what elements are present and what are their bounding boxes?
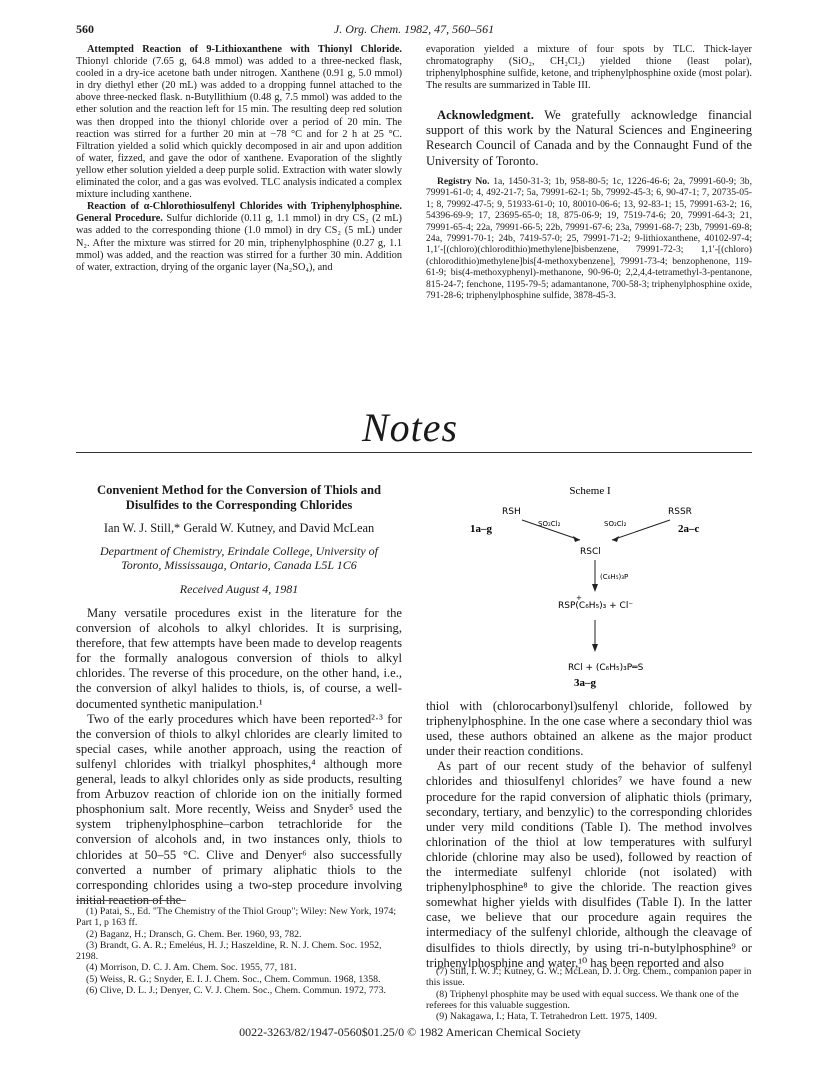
- article-title: Convenient Method for the Conversion of Thiols and Disulfides to the Corresponding Chlorides: [97, 483, 381, 512]
- arrowhead: [592, 644, 598, 652]
- scheme-products: RCl + (C₆H₅)₃P═S: [568, 663, 644, 673]
- scheme-thiol-label: 1a–g: [470, 523, 492, 535]
- paragraph-continuation: evaporation yielded a mixture of four spots by TLC. Thick-layer chromatography (SiO₂, CH₂Cl₂) yielded thione (least polar), triphenylphosphine sulfide, ketone, and triphenylphosphine oxide (most polar). The results are summarized in Table III.: [426, 44, 753, 92]
- scheme-rsh: RSH: [502, 507, 521, 517]
- page-footer: 0022-3263/82/1947-0560$01.25/0 © 1982 American Chemical Society: [239, 1025, 581, 1039]
- article-affiliation: Department of Chemistry, Erindale College, University of Toronto, Mississauga, Ontario, Canada L5L 1C6: [100, 544, 378, 572]
- page-number: 560: [76, 22, 94, 36]
- arrowhead: [592, 584, 598, 592]
- paragraph-lithioxanthene: [76, 44, 402, 201]
- intro-paragraph: Two of the early procedures which have been reported²·³ for the conversion of thiols to alkyl chlorides are clearly limited to special cases, while another approach, using the reaction of sulfenyl chlorides with trialkyl phosphites,⁴ although more general, leads to alkyl chlorides only as side products, resulting from Arbuzov reaction of chloride ion on the initially formed phosphonium salt. More recently, Weiss and Snyder⁵ used the system triphenylphosphine–carbon tetrachloride for the conversion of alcohols and, in two instances only, thiols to chlorides at 50–55 °C. Clive and Denyer⁶ also successfully converted a number of primary aliphatic thiols to the corresponding chlorides using a two-step procedure involving initial reaction of the: [76, 711, 402, 907]
- section-divider: [76, 452, 752, 453]
- scheme-product-label: 3a–g: [574, 677, 596, 689]
- footnote: (8) Triphenyl phosphite may be used with equal success. We thank one of the referees for this valuable suggestion.: [426, 988, 739, 1011]
- scheme-rssr: RSSR: [668, 507, 692, 517]
- footnote: (4) Morrison, D. C. J. Am. Chem. Soc. 1955, 77, 181.: [86, 962, 297, 974]
- article-right-column: [426, 699, 752, 971]
- acknowledgment-text: We gratefully acknowledge financial support of this work by the Natural Sciences and Engineering Research Council of Canada and by the Connaught Fund of the University of Toronto.: [426, 108, 752, 168]
- acknowledgment-lead: Acknowledgment.: [437, 108, 534, 122]
- body-paragraph: thiol with (chlorocarbonyl)sulfenyl chloride, followed by triphenylphosphine. In the one case where a secondary thiol was used, these authors obtained an alkene as the major product under their reaction conditions.: [426, 699, 752, 759]
- arrowhead: [573, 536, 580, 542]
- section-title: Notes: [361, 405, 459, 450]
- running-header: [76, 22, 752, 38]
- paragraph-general-procedure: [76, 201, 402, 274]
- footnote: (2) Baganz, H.; Dransch, G. Chem. Ber. 1960, 93, 782.: [86, 928, 302, 940]
- intro-paragraph: Many versatile procedures exist in the literature for the conversion of alcohols to alkyl chlorides. It is surprising, therefore, that few attempts have been made to develop reagents for the formally analogous conversion of thiols to alkyl chlorides. The reverse of this procedure, on the other hand, i.e., the conversion of alkyl halides to thiols, is, of course, a well-documented synthetic manipulation.¹: [76, 606, 402, 711]
- positive-charge: +: [576, 594, 582, 602]
- footnote: (3) Brandt, G. A. R.; Emeléus, H. J.; Haszeldine, R. N. J. Chem. Soc. 1952, 2198.: [76, 939, 382, 963]
- registry-lead: Registry No.: [437, 176, 490, 187]
- received-date: Received August 4, 1981: [179, 582, 299, 596]
- arrowhead: [612, 536, 619, 542]
- left-top-column: [76, 44, 402, 274]
- footnote: (1) Patai, S., Ed. "The Chemistry of the Thiol Group"; Wiley: New York, 1974; Part 1, p 163 ff.: [76, 906, 397, 929]
- paragraph-lead: Reaction of α-Chlorothiosulfenyl Chlorides with Triphenylphosphine. General Procedure.: [76, 201, 402, 225]
- footnotes-right: [426, 966, 752, 1022]
- reagent-so2cl2: SO₂Cl₂: [604, 520, 627, 528]
- paragraph-text: Thionyl chloride (7.65 g, 64.8 mmol) was added to a three-necked flask, cooled in a dry-ice acetone bath under nitrogen. Xanthene (0.91 g, 5.0 mmol) in dry diethyl ether (20 mL) was added to a dropping funnel attached to the above three-necked flask. n-Butyllithium (0.48 g, 7.5 mmol) was added to the ether solution and the reaction left for 15 min. The resulting deep red solution was then dropped into the thionyl chloride over a period of 20 min. The reaction was stirred for a further 20 min at −78 °C and for 2 h at 25 °C. Filtration yielded a solid which quickly decomposed in air and upon addition of water, fizzed, and gave the odor of xanthene. Evaporation of the slightly yellow ether solution yielded a deep purple solid. Extraction with water slowly eliminated the color, and a gas was evolved. TLC analysis indicated a complex mixture including xanthene.: [76, 56, 402, 201]
- paragraph-lead: Attempted Reaction of 9-Lithioxanthene with Thionyl Chloride.: [87, 44, 402, 55]
- right-top-column: [426, 44, 752, 92]
- registry-text: 1a, 1450-31-3; 1b, 958-80-5; 1c, 1226-46-6; 2a, 79991-60-9; 3b, 79991-61-0; 4, 492-21-7; 5a, 79991-62-1; 5b, 79992-45-3; 6, 90-47-1; 7, 20735-05-1; 8, 79992-47-5; 9, 51933-61-0; 10, 80010-06-6; 13, 92-83-1; 15, 79991-63-2; 16, 54396-69-9; 17, 23695-65-0; 18, 875-06-9; 19, 7519-74-6; 20, 79991-64-3; 21, 79991-65-4; 22a, 79991-66-5; 22b, 79991-67-6; 23a, 79991-68-7; 23b, 79991-69-8; 24a, 79991-70-1; 24b, 7419-57-0; 25, 79991-71-2; 9-lithioxanthene, 40102-97-4; 1,1′-[(chloro)(chlorodithio)methylene]bisbenzene, 79991-72-3; 1,1′-[(chloro)(chlorodithio)methylene]bis[4-methoxybenzene], 79991-73-4; benzophenone, 119-61-9; bis(4-methoxyphenyl)-methanone, 90-96-0; 2,2,4,4-tetramethyl-3-pentanone, 815-24-7; fenchone, 1195-79-5; adamantanone, 700-58-3; triphenylphosphine oxide, 791-28-6; triphenylphosphine sulfide, 3878-45-3.: [426, 176, 753, 302]
- phosphonium-salt: RSP(C₆H₅)₃ + Cl⁻: [558, 601, 634, 611]
- reagent-triphenylphosphine: (C₆H₅)₃P: [600, 573, 629, 581]
- reagent-so2cl2: SO₂Cl₂: [538, 520, 561, 528]
- body-paragraph: As part of our recent study of the behavior of sulfenyl chlorides and thiosulfenyl chlorides⁷ we have found a new procedure for the rapid conversion of aliphatic thiols (primary, secondary, tertiary, and benzylic) to the corresponding chlorides under very mild conditions (Table I). The method involves chlorination of the thiol at low temperatures with sulfuryl chloride (chlorine may also be used), followed by reaction of the intermediate sulfenyl chloride (not isolated) with triphenylphosphine⁸ to give the chloride. The reaction gives somewhat higher yields with disulfides (Table I). In the latter case, we believe that our procedure again requires the intermediacy of the sulfenyl chloride, although the cleavage of disulfides to thiols directly, by using tri-n-butylphosphine⁹ or triphenylphosphine and water,¹⁰ has been reported and also: [426, 759, 752, 970]
- article-left-column: [76, 606, 402, 908]
- journal-citation: J. Org. Chem. 1982, 47, 560–561: [333, 22, 495, 36]
- scheme-disulfide-label: 2a–c: [678, 523, 700, 535]
- footnote: (9) Nakagawa, I.; Hata, T. Tetrahedron Lett. 1975, 1409.: [436, 1011, 658, 1023]
- scheme-rscl: RSCl: [580, 547, 601, 557]
- footnotes-left: [76, 906, 402, 996]
- registry-numbers: [426, 176, 752, 301]
- footnote: (5) Weiss, R. G.; Snyder, E. I. J. Chem. Soc., Chem. Commun. 1968, 1358.: [86, 973, 381, 985]
- article-authors: Ian W. J. Still,* Gerald W. Kutney, and David McLean: [103, 521, 375, 535]
- scheme-title: Scheme I: [569, 485, 611, 497]
- footnote-rule: [76, 900, 186, 901]
- footnote: (6) Clive, D. L. J.; Denyer, C. V. J. Chem. Soc., Chem. Commun. 1972, 773.: [86, 985, 386, 997]
- acknowledgment: [426, 108, 752, 169]
- paragraph-text: Sulfur dichloride (0.11 g, 1.1 mmol) in dry CS₂ (2 mL) was added to the corresponding thione (1.0 mmol) in dry CS₂ (5 mL) under N₂. After the mixture was stirred for 20 min, triphenylphosphine (0.27 g, 1.1 mmol) was added, and the reaction was stirred for a further 30 min. Addition of water, extraction, drying of the organic layer (Na₂SO₄), and: [76, 213, 402, 273]
- footnote: (7) Still, I. W. J.; Kutney, G. W.; McLean, D. J. Org. Chem., companion paper in this issue.: [426, 966, 752, 989]
